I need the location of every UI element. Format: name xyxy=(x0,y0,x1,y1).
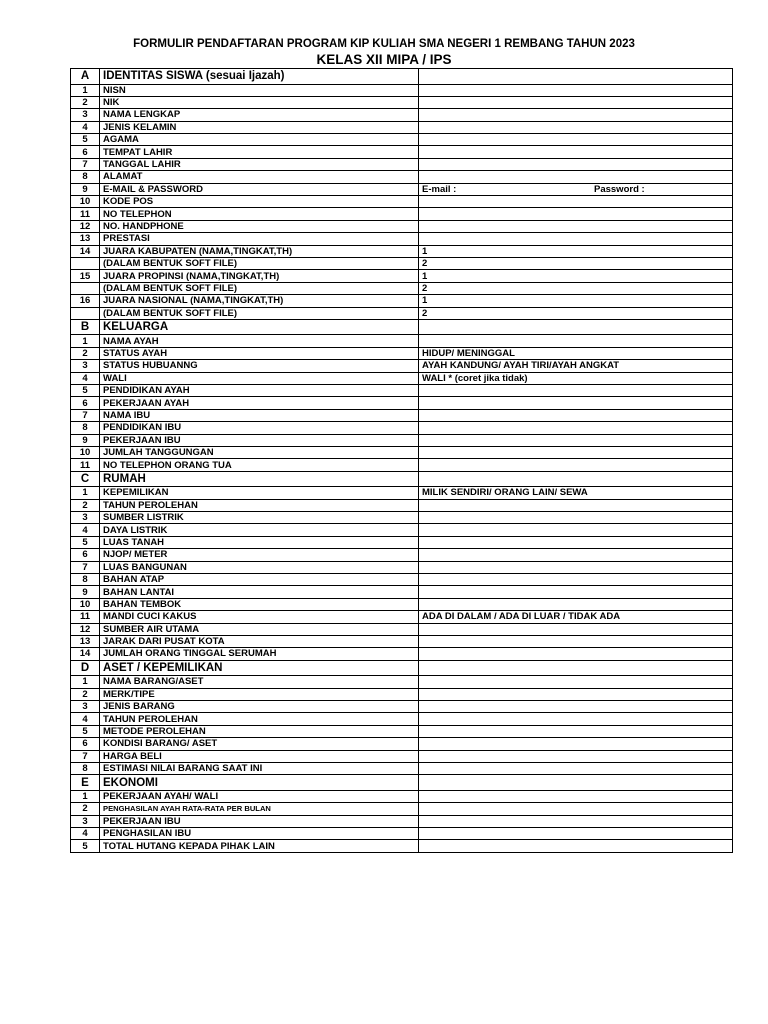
row-value-field[interactable] xyxy=(419,347,733,359)
row-number xyxy=(71,307,100,319)
row-value-field[interactable] xyxy=(419,220,733,232)
row-number: 7 xyxy=(71,561,100,573)
row-number: 7 xyxy=(71,158,100,170)
row-number: 6 xyxy=(71,738,100,750)
row-label: PEKERJAAN AYAH xyxy=(100,397,419,409)
row-number: 2 xyxy=(71,803,100,815)
row-value: 1 xyxy=(422,295,428,307)
section-title: IDENTITAS SISWA (sesuai Ijazah) xyxy=(100,69,419,85)
row-label: JUARA PROPINSI (NAMA,TINGKAT,TH) xyxy=(100,270,419,282)
row-number: 2 xyxy=(71,688,100,700)
row-number: 5 xyxy=(71,725,100,737)
row-number: 9 xyxy=(71,586,100,598)
row-label: SUMBER LISTRIK xyxy=(100,512,419,524)
section-title: ASET / KEPEMILIKAN xyxy=(100,660,419,676)
form-row xyxy=(71,487,733,499)
row-number: 4 xyxy=(71,524,100,536)
row-label: TANGGAL LAHIR xyxy=(100,158,419,170)
row-number: 13 xyxy=(71,635,100,647)
row-value-field[interactable] xyxy=(419,512,733,524)
form-row xyxy=(71,713,733,725)
row-number: 6 xyxy=(71,397,100,409)
row-label: KEPEMILIKAN xyxy=(100,487,419,499)
row-value-field[interactable] xyxy=(419,446,733,458)
form-row xyxy=(71,422,733,434)
row-label: SUMBER AIR UTAMA xyxy=(100,623,419,635)
row-value-field[interactable] xyxy=(419,598,733,610)
row-number: 3 xyxy=(71,360,100,372)
row-number: 7 xyxy=(71,409,100,421)
row-value-field[interactable] xyxy=(419,648,733,660)
section-title: KELUARGA xyxy=(100,319,419,335)
row-label: PEKERJAAN IBU xyxy=(100,434,419,446)
form-row xyxy=(71,146,733,158)
form-row xyxy=(71,840,733,852)
row-value-field[interactable] xyxy=(419,762,733,774)
row-number: 12 xyxy=(71,220,100,232)
row-value-field[interactable] xyxy=(419,700,733,712)
form-row xyxy=(71,815,733,827)
row-number: 1 xyxy=(71,487,100,499)
section-letter: C xyxy=(71,471,100,487)
form-row xyxy=(71,96,733,108)
row-number: 10 xyxy=(71,446,100,458)
form-row xyxy=(71,434,733,446)
form-row xyxy=(71,738,733,750)
row-value-field[interactable] xyxy=(419,360,733,372)
section-letter: B xyxy=(71,319,100,335)
row-value: 2 xyxy=(422,258,428,270)
row-value-field[interactable] xyxy=(419,827,733,839)
row-label: TAHUN PEROLEHAN xyxy=(100,499,419,511)
form-row xyxy=(71,623,733,635)
row-value-field[interactable] xyxy=(419,676,733,688)
row-label: STATUS HUBUANNG xyxy=(100,360,419,372)
row-number xyxy=(71,257,100,269)
row-value-field[interactable] xyxy=(419,561,733,573)
form-row xyxy=(71,676,733,688)
form-row xyxy=(71,586,733,598)
row-value-field[interactable] xyxy=(419,257,733,269)
row-number: 8 xyxy=(71,422,100,434)
row-value-field[interactable] xyxy=(419,790,733,802)
row-value: ADA DI DALAM / ADA DI LUAR / TIDAK ADA xyxy=(422,611,621,623)
section-value-cell xyxy=(419,775,733,791)
row-value-field[interactable] xyxy=(419,295,733,307)
row-value-field[interactable] xyxy=(419,397,733,409)
row-number: 13 xyxy=(71,233,100,245)
row-label: WALI xyxy=(100,372,419,384)
row-value-field[interactable] xyxy=(419,738,733,750)
row-label: STATUS AYAH xyxy=(100,347,419,359)
row-value-field[interactable] xyxy=(419,121,733,133)
row-label: JUARA KABUPATEN (NAMA,TINGKAT,TH) xyxy=(100,245,419,257)
row-value-field[interactable] xyxy=(419,208,733,220)
form-row xyxy=(71,282,733,294)
row-value-field[interactable] xyxy=(419,372,733,384)
row-label: TAHUN PEROLEHAN xyxy=(100,713,419,725)
row-value-field[interactable] xyxy=(419,713,733,725)
form-row xyxy=(71,561,733,573)
row-label: BAHAN TEMBOK xyxy=(100,598,419,610)
row-value: MILIK SENDIRI/ ORANG LAIN/ SEWA xyxy=(422,487,588,499)
row-value: 2 xyxy=(422,307,428,319)
section-letter: D xyxy=(71,660,100,676)
row-value-field[interactable] xyxy=(419,573,733,585)
form-row xyxy=(71,397,733,409)
row-number: 1 xyxy=(71,676,100,688)
row-value-field[interactable] xyxy=(419,725,733,737)
row-value: HIDUP/ MENINGGAL xyxy=(422,348,515,359)
section-value-cell xyxy=(419,69,733,85)
row-number: 4 xyxy=(71,827,100,839)
row-label: PENDIDIKAN AYAH xyxy=(100,384,419,396)
row-label: AGAMA xyxy=(100,134,419,146)
row-value: 1 xyxy=(422,270,428,282)
row-number: 4 xyxy=(71,372,100,384)
form-row xyxy=(71,233,733,245)
row-number: 4 xyxy=(71,121,100,133)
row-value: 1 xyxy=(422,245,428,257)
row-label: TOTAL HUTANG KEPADA PIHAK LAIN xyxy=(100,840,419,852)
row-value-field[interactable] xyxy=(419,183,733,195)
registration-form-table xyxy=(70,68,733,853)
row-label: PEKERJAAN AYAH/ WALI xyxy=(100,790,419,802)
row-number: 9 xyxy=(71,183,100,195)
form-row xyxy=(71,750,733,762)
row-value-field[interactable] xyxy=(419,623,733,635)
row-label: (DALAM BENTUK SOFT FILE) xyxy=(100,307,419,319)
row-label: NJOP/ METER xyxy=(100,549,419,561)
row-label: JENIS KELAMIN xyxy=(100,121,419,133)
section-value-cell xyxy=(419,660,733,676)
form-row xyxy=(71,183,733,195)
form-row xyxy=(71,524,733,536)
row-number: 1 xyxy=(71,84,100,96)
section-letter: E xyxy=(71,775,100,791)
section-title: RUMAH xyxy=(100,471,419,487)
section-title: EKONOMI xyxy=(100,775,419,791)
row-number: 4 xyxy=(71,713,100,725)
row-value: AYAH KANDUNG/ AYAH TIRI/AYAH ANGKAT xyxy=(422,360,620,372)
form-row xyxy=(71,725,733,737)
row-label: NIK xyxy=(100,96,419,108)
row-label: NAMA IBU xyxy=(100,409,419,421)
form-row xyxy=(71,158,733,170)
section-value-cell xyxy=(419,471,733,487)
form-row xyxy=(71,134,733,146)
row-number: 3 xyxy=(71,815,100,827)
row-number: 2 xyxy=(71,347,100,359)
row-number: 3 xyxy=(71,512,100,524)
row-value-field[interactable] xyxy=(419,803,733,815)
row-label: JUARA NASIONAL (NAMA,TINGKAT,TH) xyxy=(100,295,419,307)
form-row xyxy=(71,688,733,700)
section-header-c xyxy=(71,471,733,487)
row-number: 6 xyxy=(71,549,100,561)
row-label: PENDIDIKAN IBU xyxy=(100,422,419,434)
row-label: JUMLAH TANGGUNGAN xyxy=(100,446,419,458)
row-value: 2 xyxy=(422,282,428,294)
form-row xyxy=(71,245,733,257)
form-row xyxy=(71,409,733,421)
row-label: PRESTASI xyxy=(100,233,419,245)
row-value-field[interactable] xyxy=(419,499,733,511)
form-row xyxy=(71,598,733,610)
form-row xyxy=(71,635,733,647)
form-row xyxy=(71,220,733,232)
section-value-cell xyxy=(419,319,733,335)
row-value-field[interactable] xyxy=(419,282,733,294)
row-value-field[interactable] xyxy=(419,750,733,762)
row-value-field[interactable] xyxy=(419,434,733,446)
row-label: LUAS BANGUNAN xyxy=(100,561,419,573)
row-number: 5 xyxy=(71,536,100,548)
form-row xyxy=(71,700,733,712)
row-value: E-mail : xyxy=(422,183,457,195)
row-label: DAYA LISTRIK xyxy=(100,524,419,536)
row-label: KONDISI BARANG/ ASET xyxy=(100,738,419,750)
form-row xyxy=(71,803,733,815)
row-value-field[interactable] xyxy=(419,158,733,170)
form-row xyxy=(71,648,733,660)
row-label: KODE POS xyxy=(100,196,419,208)
row-value-field[interactable] xyxy=(419,171,733,183)
form-row xyxy=(71,360,733,372)
form-row xyxy=(71,446,733,458)
form-row xyxy=(71,307,733,319)
section-header-d xyxy=(71,660,733,676)
form-row xyxy=(71,257,733,269)
row-value-field[interactable] xyxy=(419,635,733,647)
row-label: HARGA BELI xyxy=(100,750,419,762)
row-number: 3 xyxy=(71,700,100,712)
form-row xyxy=(71,372,733,384)
row-label: NISN xyxy=(100,84,419,96)
row-value-field[interactable] xyxy=(419,815,733,827)
row-value-field[interactable] xyxy=(419,84,733,96)
row-label: BAHAN LANTAI xyxy=(100,586,419,598)
row-number: 15 xyxy=(71,270,100,282)
form-row xyxy=(71,84,733,96)
row-value-field[interactable] xyxy=(419,270,733,282)
form-row xyxy=(71,208,733,220)
row-number: 1 xyxy=(71,335,100,347)
form-subtitle: KELAS XII MIPA / IPS xyxy=(316,52,452,67)
row-label: ALAMAT xyxy=(100,171,419,183)
form-row xyxy=(71,270,733,282)
row-number: 11 xyxy=(71,611,100,623)
row-number: 5 xyxy=(71,134,100,146)
row-label: METODE PEROLEHAN xyxy=(100,725,419,737)
form-row xyxy=(71,295,733,307)
row-label: PENGHASILAN IBU xyxy=(100,827,419,839)
row-number: 2 xyxy=(71,96,100,108)
row-number: 2 xyxy=(71,499,100,511)
section-header-e xyxy=(71,775,733,791)
row-label: TEMPAT LAHIR xyxy=(100,146,419,158)
form-row xyxy=(71,549,733,561)
row-label: NO TELEPHON ORANG TUA xyxy=(100,459,419,471)
row-label: PEKERJAAN IBU xyxy=(100,815,419,827)
form-row xyxy=(71,790,733,802)
row-label: MANDI CUCI KAKUS xyxy=(100,611,419,623)
row-label: MERK/TIPE xyxy=(100,688,419,700)
row-number: 8 xyxy=(71,573,100,585)
form-row xyxy=(71,459,733,471)
form-row xyxy=(71,762,733,774)
row-label: LUAS TANAH xyxy=(100,536,419,548)
form-row xyxy=(71,335,733,347)
row-number: 10 xyxy=(71,196,100,208)
row-value-field[interactable] xyxy=(419,335,733,347)
form-row xyxy=(71,499,733,511)
row-number: 3 xyxy=(71,109,100,121)
row-value-field[interactable] xyxy=(419,459,733,471)
form-row xyxy=(71,611,733,623)
section-header-a xyxy=(71,69,733,85)
row-label: JARAK DARI PUSAT KOTA xyxy=(100,635,419,647)
row-label: JUMLAH ORANG TINGGAL SERUMAH xyxy=(100,648,419,660)
row-number: 16 xyxy=(71,295,100,307)
row-number: 11 xyxy=(71,459,100,471)
row-number: 14 xyxy=(71,245,100,257)
form-row xyxy=(71,536,733,548)
form-row xyxy=(71,512,733,524)
row-value-field[interactable] xyxy=(419,549,733,561)
row-number: 6 xyxy=(71,146,100,158)
section-header-b xyxy=(71,319,733,335)
row-value-field[interactable] xyxy=(419,487,733,499)
row-label: JENIS BARANG xyxy=(100,700,419,712)
form-row xyxy=(71,121,733,133)
row-value-field[interactable] xyxy=(419,307,733,319)
row-value-field[interactable] xyxy=(419,109,733,121)
row-number: 5 xyxy=(71,384,100,396)
password-label: Password : xyxy=(594,183,645,195)
row-label: BAHAN ATAP xyxy=(100,573,419,585)
row-value-field[interactable] xyxy=(419,384,733,396)
form-row xyxy=(71,171,733,183)
row-label: NAMA LENGKAP xyxy=(100,109,419,121)
form-title: FORMULIR PENDAFTARAN PROGRAM KIP KULIAH SMA NEGERI 1 REMBANG TAHUN 2023 xyxy=(133,38,635,50)
form-body xyxy=(71,69,733,853)
row-label: (DALAM BENTUK SOFT FILE) xyxy=(100,257,419,269)
form-row xyxy=(71,827,733,839)
row-value: WALI * (coret jika tidak) xyxy=(422,372,528,384)
row-number: 12 xyxy=(71,623,100,635)
row-number: 8 xyxy=(71,762,100,774)
row-value-field[interactable] xyxy=(419,840,733,852)
form-row xyxy=(71,109,733,121)
row-number: 8 xyxy=(71,171,100,183)
row-value-field[interactable] xyxy=(419,688,733,700)
row-value-field[interactable] xyxy=(419,134,733,146)
row-label: NO. HANDPHONE xyxy=(100,220,419,232)
row-value-field[interactable] xyxy=(419,409,733,421)
row-value-field[interactable] xyxy=(419,146,733,158)
row-label: NO TELEPHON xyxy=(100,208,419,220)
row-number: 7 xyxy=(71,750,100,762)
row-number: 9 xyxy=(71,434,100,446)
row-value-field[interactable] xyxy=(419,245,733,257)
row-label: ESTIMASI NILAI BARANG SAAT INI xyxy=(100,762,419,774)
row-number xyxy=(71,282,100,294)
row-value-field[interactable] xyxy=(419,611,733,623)
row-value-field[interactable] xyxy=(419,586,733,598)
row-value-field[interactable] xyxy=(419,524,733,536)
row-label: (DALAM BENTUK SOFT FILE) xyxy=(100,282,419,294)
form-row xyxy=(71,196,733,208)
form-row xyxy=(71,384,733,396)
section-letter: A xyxy=(71,69,100,85)
row-label: NAMA BARANG/ASET xyxy=(100,676,419,688)
row-number: 1 xyxy=(71,790,100,802)
row-value-field[interactable] xyxy=(419,233,733,245)
row-number: 5 xyxy=(71,840,100,852)
form-row xyxy=(71,573,733,585)
row-value-field[interactable] xyxy=(419,422,733,434)
row-number: 11 xyxy=(71,208,100,220)
row-value-field[interactable] xyxy=(419,196,733,208)
row-label: PENGHASILAN AYAH RATA-RATA PER BULAN xyxy=(100,803,419,815)
row-label: NAMA AYAH xyxy=(100,335,419,347)
row-number: 14 xyxy=(71,648,100,660)
form-row xyxy=(71,347,733,359)
row-value-field[interactable] xyxy=(419,536,733,548)
row-label: E-MAIL & PASSWORD xyxy=(100,183,419,195)
row-value-field[interactable] xyxy=(419,96,733,108)
row-number: 10 xyxy=(71,598,100,610)
